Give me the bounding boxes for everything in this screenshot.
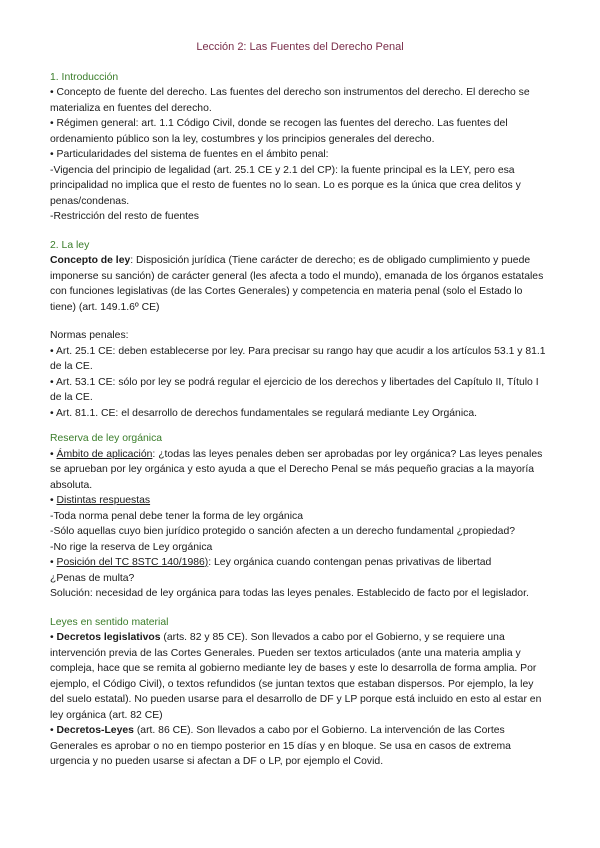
paragraph-decretos-leyes: • Decretos-Leyes (art. 86 CE). Son llevados a cabo por el Gobierno. La intervención de las Cortes Generales es aprobar o no en tiempo posterior en 15 días y en bloque. Se usa en casos de extrema urgencia y no pueden usarse si afectan a DF o LP, por ejemplo el Covid.: [50, 725, 511, 767]
document-title: Lección 2: Las Fuentes del Derecho Penal: [196, 41, 404, 53]
paragraph-ambito: • Ámbito de aplicación: ¿todas las leyes penales deben ser aprobadas por ley orgánica? Las leyes penales se aprueban por ley orgánica y esto ayuda a que el Derecho Penal se más pequeño gracias a la mayoría absoluta.: [50, 448, 543, 491]
distintas-label: Distintas respuestas: [56, 495, 151, 506]
section-heading-introduccion: 1. Introducción: [50, 71, 119, 83]
list-item: • Art. 53.1 CE: sólo por ley se podrá regular el ejercicio de los derechos y libertades del Capítulo II, Título I de la CE.: [50, 376, 539, 403]
normas-title: Normas penales:: [50, 330, 129, 341]
paragraph: -Restricción del resto de fuentes: [50, 211, 200, 222]
paragraph: • Concepto de fuente del derecho. Las fuentes del derecho son instrumentos del derecho. El derecho se materializa en fuentes del derecho.: [50, 87, 530, 114]
paragraph: • Particularidades del sistema de fuentes en el ámbito penal:: [50, 149, 329, 160]
list-item: -Sólo aquellas cuyo bien jurídico protegido o sanción afecten a un derecho fundamental ¿propiedad?: [50, 526, 516, 537]
dl-label: Decretos legislativos: [56, 632, 161, 643]
posicion-text: : Ley orgánica cuando contengan penas privativas de libertad: [208, 557, 492, 568]
dley-label: Decretos-Leyes: [56, 725, 134, 736]
list-item: -Toda norma penal debe tener la forma de ley orgánica: [50, 510, 303, 522]
list-item: • Art. 81.1. CE: el desarrollo de derechos fundamentales se regulará mediante Ley Orgánica.: [50, 407, 478, 419]
list-item: -No rige la reserva de Ley orgánica: [50, 541, 213, 553]
dl-text: (arts. 82 y 85 CE). Son llevados a cabo por el Gobierno, y se requiere una intervención previa de las Cortes Generales. Pueden ser textos articulados (ante una materia amplia y compleja, hace que se remita al gobierno mediante ley de bases y este lo desarrolla de forma amplia. Por ejemplo, el Código Civil), o textos refundidos (se juntan textos que estaban dispersos. Por ejemplo, la ley del suelo estatal). No pueden usarse para el desarrollo de DF y LP porque está incluido en esto al estar en ley orgánica (art. 82 CE): [50, 632, 542, 721]
paragraph: -Vigencia del principio de legalidad (art. 25.1 CE y 2.1 del CP): la fuente principal es la LEY, pero esa principalidad no implica que el resto de fuentes no lo sean. Lo es porque es la única que crea delitos y penas/condenas.: [50, 164, 521, 207]
ambito-text: : ¿todas las leyes penales deben ser aprobadas por ley orgánica? Las leyes penales se aprueban por ley orgánica y esto ayuda a que el Derecho Penal se más pequeño gracias a la mayoría absoluta.: [50, 448, 543, 491]
dley-text: (art. 86 CE). Son llevados a cabo por el Gobierno. La intervención de las Cortes Generales es aprobar o no en tiempo posterior en 15 días y en bloque. Se usa en casos de extrema urgencia y no pueden usarse si afectan a DF o LP, por ejemplo el Covid.: [50, 725, 511, 767]
ambito-label: Ámbito de aplicación: [56, 448, 153, 460]
concept-label: Concepto de ley: [50, 255, 131, 266]
concept-text: : Disposición jurídica (Tiene carácter de derecho; es de obligado cumplimiento y puede imponerse su sanción) de carácter general (les afecta a todo el mundo), emanada de los órganos estatales con funciones legislativas (de las Cortes Generales) y competencia en materia penal (solo el Estado lo tiene) (art. 149.1.6º CE): [50, 255, 544, 313]
section-heading-reserva: Reserva de ley orgánica: [50, 433, 163, 444]
paragraph: Solución: necesidad de ley orgánica para todas las leyes penales. Establecido de facto por el legislador.: [50, 588, 529, 599]
paragraph-concepto-ley: [50, 253, 550, 315]
paragraph-posicion: • Posición del TC 8STC 140/1986): Ley orgánica cuando contengan penas privativas de libertad: [50, 557, 492, 568]
section-heading-la-ley: 2. La ley: [50, 239, 90, 251]
paragraph-decretos-legislativos: • Decretos legislativos (arts. 82 y 85 CE). Son llevados a cabo por el Gobierno, y se requiere una intervención previa de las Cortes Generales. Pueden ser textos articulados (ante una materia amplia y compleja, hace que se remita al gobierno mediante ley de bases y este lo desarrolla de forma amplia. Por ejemplo, el Código Civil), o textos refundidos (se juntan textos que estaban dispersos. Por ejemplo, la ley del suelo estatal). No pueden usarse para el desarrollo de DF y LP porque está incluido en esto al estar en ley orgánica (art. 82 CE): [50, 632, 542, 721]
section-heading-leyes-material: Leyes en sentido material: [50, 616, 169, 628]
posicion-label: Posición del TC 8STC 140/1986): [56, 557, 209, 568]
list-item: • Art. 25.1 CE: deben establecerse por ley. Para precisar su rango hay que acudir a los artículos 53.1 y 81.1 de la CE.: [50, 345, 546, 372]
paragraph: • Régimen general: art. 1.1 Código Civil, donde se recogen las fuentes del derecho. Las fuentes del ordenamiento público son la ley, costumbres y los principios generales del derecho.: [50, 118, 508, 145]
paragraph: ¿Penas de multa?: [50, 572, 135, 584]
paragraph-distintas: • Distintas respuestas: [50, 495, 151, 506]
